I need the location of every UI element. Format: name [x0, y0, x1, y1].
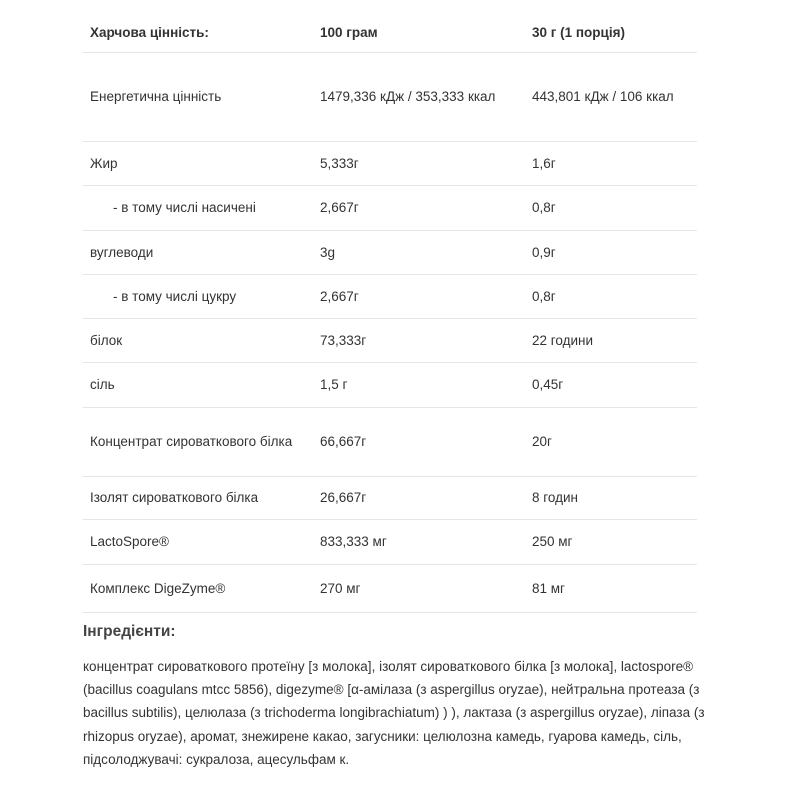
- value-per-100g: 73,333г: [313, 319, 525, 363]
- nutrient-name: LactoSpore®: [83, 520, 313, 565]
- value-per-serving: 8 годин: [525, 477, 697, 520]
- table-row: [83, 186, 697, 231]
- ingredients-title: Інгредієнти:: [83, 623, 176, 640]
- table-row: [83, 53, 697, 142]
- nutrient-name: вуглеводи: [83, 231, 313, 275]
- value-per-serving: 0,8г: [525, 186, 697, 231]
- table-row: [83, 363, 697, 408]
- value-per-100g: 3g: [313, 231, 525, 275]
- value-per-serving: 1,6г: [525, 142, 697, 186]
- value-per-serving: 0,9г: [525, 231, 697, 275]
- value-per-100g: 833,333 мг: [313, 520, 525, 565]
- value-per-serving: 20г: [525, 408, 697, 477]
- value-per-100g: 2,667г: [313, 275, 525, 319]
- nutrient-name: сіль: [83, 363, 313, 408]
- value-per-serving: 0,45г: [525, 363, 697, 408]
- value-per-100g: 5,333г: [313, 142, 525, 186]
- table-row: [83, 408, 697, 477]
- table-header-row: [83, 12, 697, 53]
- value-per-serving: 443,801 кДж / 106 ккал: [525, 53, 697, 142]
- header-nutrition: Харчова цінність:: [83, 12, 313, 53]
- value-per-100g: 1,5 г: [313, 363, 525, 408]
- table-row: [83, 477, 697, 520]
- table-row: [83, 275, 697, 319]
- nutrient-name: Концентрат сироваткового білка: [83, 408, 313, 477]
- nutrition-rows: [83, 53, 697, 613]
- value-per-100g: 1479,336 кДж / 353,333 ккал: [313, 53, 525, 142]
- value-per-serving: 22 години: [525, 319, 697, 363]
- table-row: [83, 319, 697, 363]
- value-per-100g: 2,667г: [313, 186, 525, 231]
- nutrient-name: Жир: [83, 142, 313, 186]
- value-per-100g: 270 мг: [313, 565, 525, 613]
- header-per-100g: 100 грам: [313, 12, 525, 53]
- nutrient-name: Ізолят сироваткового білка: [83, 477, 313, 520]
- value-per-100g: 26,667г: [313, 477, 525, 520]
- value-per-serving: 81 мг: [525, 565, 697, 613]
- table-row: [83, 520, 697, 565]
- table-row: [83, 231, 697, 275]
- nutrient-name: Енергетична цінність: [83, 53, 313, 142]
- nutrient-name: - в тому числі цукру: [83, 275, 313, 319]
- ingredients-text: концентрат сироваткового протеїну [з молока], ізолят сироваткового білка [з молока], lactospore® (bacillus coagulans mtcc 5856), digezyme® [α-амілаза (з aspergillus oryzae), нейтральна протеаза (з bacillus subtilis), целюлаза (з trichoderma longibrachiatum) ) ), лактаза (з aspergillus oryzae), ліпаза (з rhizopus oryzae), аромат, знежирене какао, загусники: целюлозна камедь, гуарова камедь, сіль, підсолоджувачі: сукралоза, ацесульфам к.: [83, 659, 705, 767]
- nutrient-name: - в тому числі насичені: [83, 186, 313, 231]
- nutrition-table: [83, 12, 697, 613]
- value-per-100g: 66,667г: [313, 408, 525, 477]
- table-row: [83, 142, 697, 186]
- nutrient-name: білок: [83, 319, 313, 363]
- value-per-serving: 250 мг: [525, 520, 697, 565]
- table-row: [83, 565, 697, 613]
- value-per-serving: 0,8г: [525, 275, 697, 319]
- nutrient-name: Комплекс DigeZyme®: [83, 565, 313, 613]
- header-per-serving: 30 г (1 порція): [525, 12, 697, 53]
